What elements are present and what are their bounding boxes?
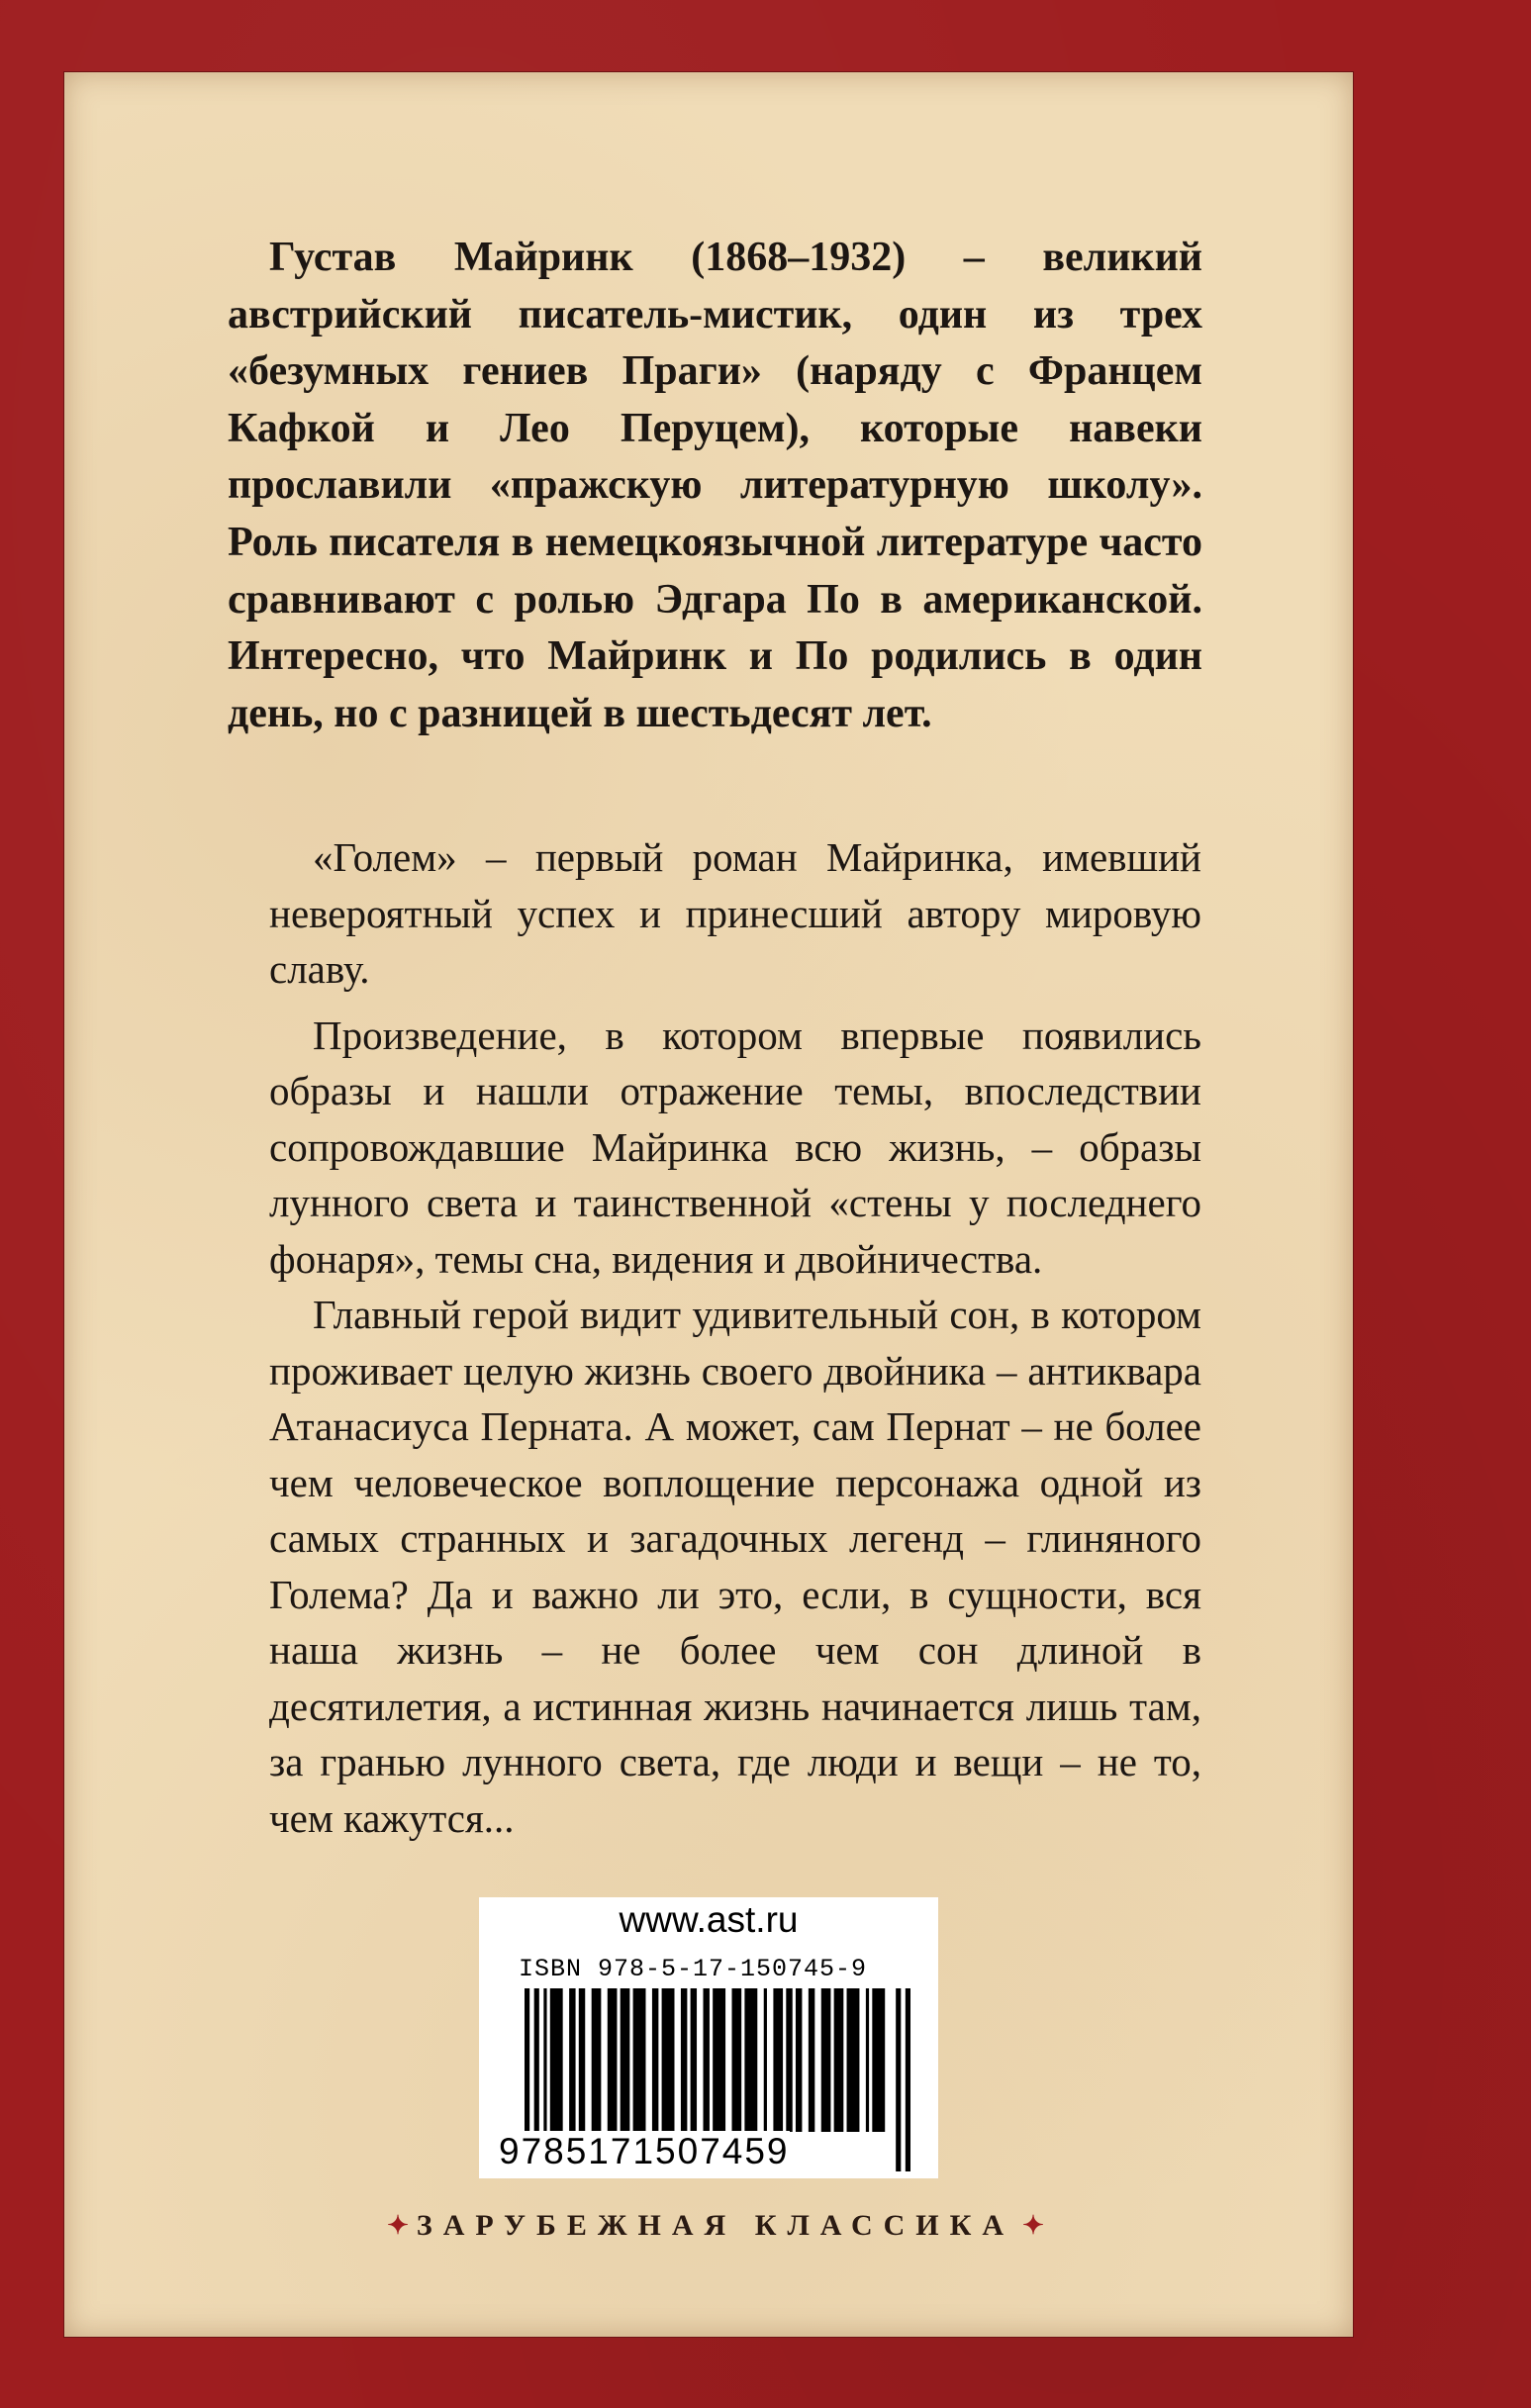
barcode-digits-text: 9785171507459 — [499, 2131, 790, 2171]
description-paragraph: Произведение, в котором впервые появились образы и нашли отражение темы, впоследствии сопровождавшие Майринка всю жизнь, – образы лунного света и таинственной «стены у последнего фонаря», темы сна, видения и двойничества. — [269, 1011, 1201, 1282]
barcode-label — [479, 1897, 938, 2178]
series-title — [269, 2209, 1162, 2243]
isbn-number: ISBN 978-5-17-150745-9 — [519, 1955, 868, 1983]
book-description — [269, 829, 1201, 1846]
author-intro — [228, 230, 1202, 742]
publisher-url: www.ast.ru — [619, 1899, 799, 1940]
fleuron-icon: ✦ — [387, 2211, 409, 2240]
description-paragraph: Главный герой видит удивительный сон, в котором проживает целую жизнь своего двойника – антиквара Атанасиуса Перната. А может, сам Пернат – не более чем человеческое воплощение персонажа одной из самых странных и загадочных легенд – глиняного Голема? Да и важно ли это, если, в сущности, вся наша жизнь – не более чем сон длиной в десятилетия, а истинная жизнь начинается лишь там, за гранью лунного света, где люди и вещи – не то, чем кажутся... — [269, 1292, 1201, 1841]
series-label: ЗАРУБЕЖНАЯ КЛАССИКА — [416, 2209, 1015, 2242]
fleuron-icon: ✦ — [1022, 2211, 1044, 2240]
description-paragraph: «Голем» – первый роман Майринка, имевший невероятный успех и принесший автору мировую славу. — [269, 834, 1201, 992]
intro-paragraph: Густав Майринк (1868–1932) – великий австрийский писатель-мистик, один из трех «безумных гениев Праги» (наряду с Францем Кафкой и Лео Перуцем), которые навеки прославили «пражскую литературную школу». Роль писателя в немецкоязычной литературе часто сравнивают с ролью Эдгара По в американской. Интересно, что Майринк и По родились в один день, но с разницей в шестьдесят лет. — [228, 235, 1202, 736]
barcode-digits — [499, 2131, 934, 2172]
